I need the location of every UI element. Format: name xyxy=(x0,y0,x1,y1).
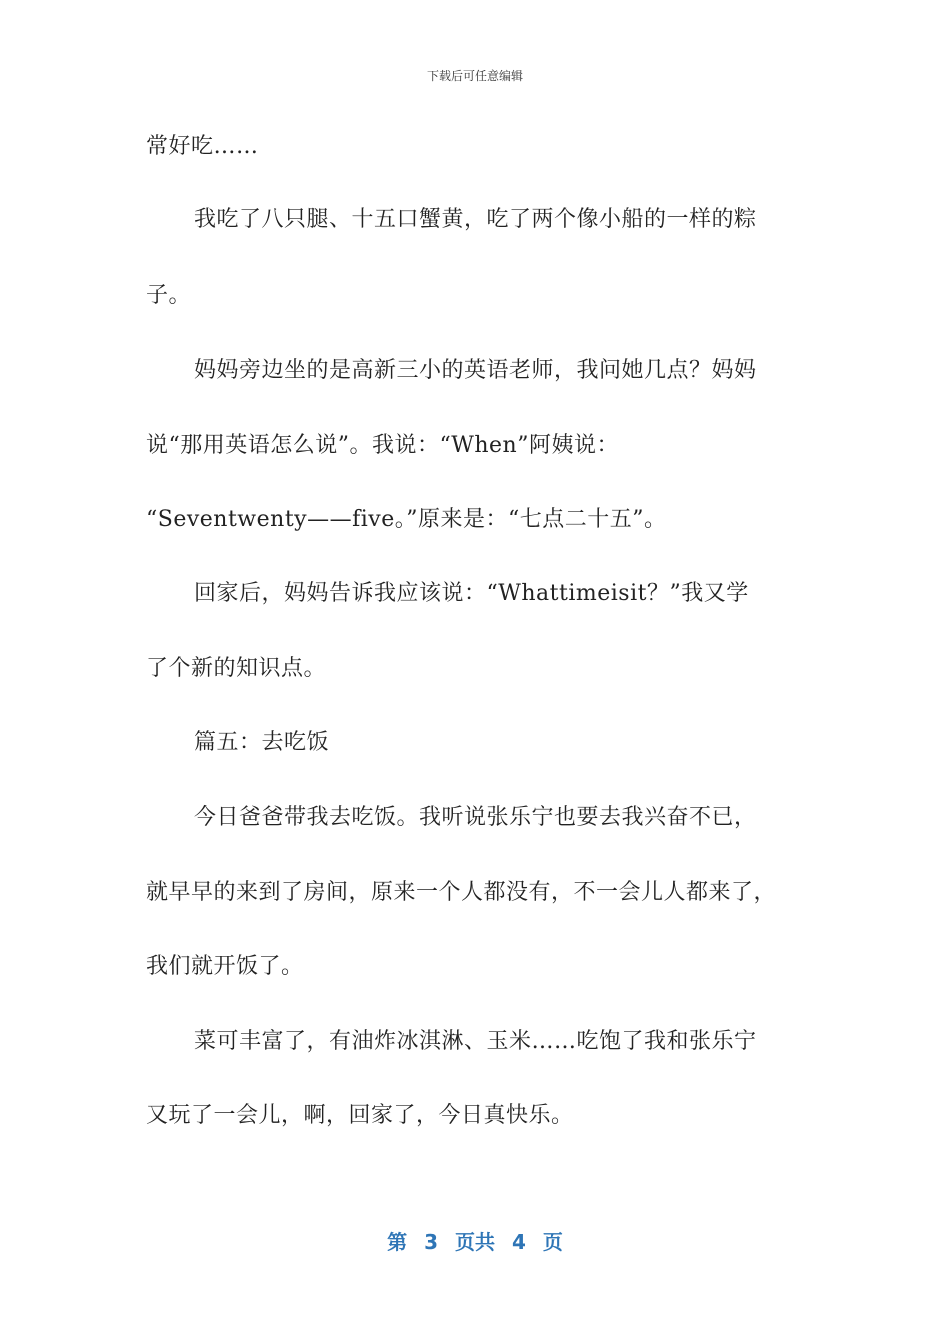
page-header: 下载后可任意编辑 xyxy=(426,69,523,83)
page-footer: 第 3 页共 4 页 xyxy=(387,1230,563,1254)
text-line: 又玩了一会儿，啊，回家了，今日真快乐。 xyxy=(146,1103,574,1128)
text-line: 了个新的知识点。 xyxy=(146,656,327,681)
text-line: 常好吃…… xyxy=(146,134,259,159)
text-line: 回家后，妈妈告诉我应该说：“Whattimeisit？”我又学 xyxy=(194,581,749,606)
text-line: 说“那用英语怎么说”。我说：“When”阿姨说： xyxy=(146,433,619,458)
text-line: 就早早的来到了房间，原来一个人都没有，不一会儿人都来了， xyxy=(146,880,777,905)
text-line: 妈妈旁边坐的是高新三小的英语老师，我问她几点？妈妈 xyxy=(194,358,757,383)
text-line: “Seventwenty——five。”原来是：“七点二十五”。 xyxy=(146,507,667,532)
section-title: 篇五：去吃饭 xyxy=(194,730,330,755)
text-line: 今日爸爸带我去吃饭。我听说张乐宁也要去我兴奋不已， xyxy=(194,805,757,830)
text-line: 我们就开饭了。 xyxy=(146,954,304,979)
text-line: 我吃了八只腿、十五口蟹黄，吃了两个像小船的一样的粽 xyxy=(194,207,757,232)
text-line: 子。 xyxy=(146,283,192,308)
text-line: 菜可丰富了，有油炸冰淇淋、玉米……吃饱了我和张乐宁 xyxy=(194,1029,757,1054)
